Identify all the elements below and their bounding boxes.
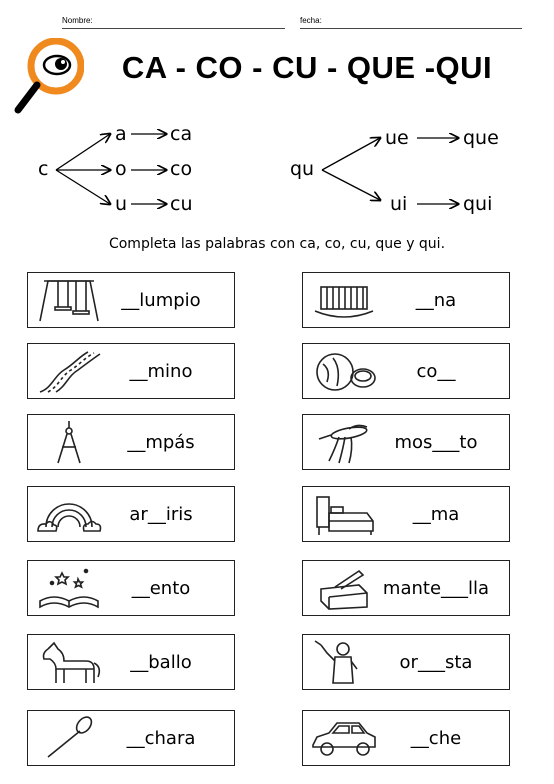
rainbow-icon <box>34 491 104 537</box>
exercise-word[interactable]: co__ <box>416 360 456 382</box>
scheme-c-vowel-a: a <box>115 123 127 145</box>
car-icon <box>309 715 379 761</box>
exercise-word[interactable]: __ento <box>131 577 191 599</box>
crib-icon <box>309 277 379 323</box>
date-label: fecha: <box>300 16 322 25</box>
exercise-card-car <box>302 710 510 766</box>
scheme-qu-root: qu <box>290 158 315 180</box>
scheme-c-result-co: co <box>170 158 193 180</box>
exercise-word[interactable]: mante___lla <box>382 577 490 599</box>
scheme-c-vowel-o: o <box>115 158 127 180</box>
exercise-word[interactable]: __chara <box>126 727 196 749</box>
date-line[interactable] <box>300 28 522 29</box>
compass-icon <box>34 419 104 465</box>
exercise-card-butter <box>302 560 510 616</box>
exercise-word[interactable]: __ballo <box>130 651 192 673</box>
exercise-card-bed <box>302 486 510 542</box>
exercise-word[interactable]: ar__iris <box>129 503 193 525</box>
horse-icon <box>34 639 104 685</box>
scheme-c-root: c <box>38 158 49 180</box>
exercise-card-spoon <box>27 710 235 766</box>
exercise-word[interactable]: mos___to <box>394 431 478 453</box>
coconut-icon <box>309 348 379 394</box>
mosquito-icon <box>309 419 379 465</box>
scheme-c-vowel-u: u <box>115 193 128 215</box>
name-line[interactable] <box>62 28 285 29</box>
scheme-qu-vowel-ue: ue <box>385 127 409 149</box>
scheme-qu-vowel-ui: ui <box>390 193 408 215</box>
exercise-word[interactable]: __lumpio <box>121 289 201 311</box>
exercise-card-conductor <box>302 634 510 690</box>
exercise-card-compass <box>27 414 235 470</box>
exercise-word[interactable]: __na <box>415 289 457 311</box>
exercise-card-road <box>27 343 235 399</box>
road-icon <box>34 348 104 394</box>
name-label: Nombre: <box>62 16 93 25</box>
spoon-icon <box>34 715 104 761</box>
scheme-c-result-ca: ca <box>170 123 193 145</box>
exercise-word[interactable]: __mino <box>129 360 193 382</box>
swing-icon <box>34 277 104 323</box>
butter-icon <box>309 565 379 611</box>
scheme-c-result-cu: cu <box>170 193 193 215</box>
page-title: CA - CO - CU - QUE -QUI <box>121 50 493 85</box>
exercise-word[interactable]: __mpás <box>127 431 195 453</box>
exercise-card-coconut <box>302 343 510 399</box>
scheme-qu-result-qui: qui <box>463 193 493 215</box>
exercise-word[interactable]: __che <box>410 727 462 749</box>
exercise-card-rainbow <box>27 486 235 542</box>
exercise-word[interactable]: or___sta <box>399 651 473 673</box>
bed-icon <box>309 491 379 537</box>
magnifying-glass-icon <box>12 38 84 116</box>
exercise-word[interactable]: __ma <box>412 503 460 525</box>
exercise-card-mosquito <box>302 414 510 470</box>
scheme-qu-result-que: que <box>463 127 499 149</box>
exercise-card-storybook <box>27 560 235 616</box>
conductor-icon <box>309 639 379 685</box>
exercise-card-crib <box>302 272 510 328</box>
instruction-text: Completa las palabras con ca, co, cu, que y qui. <box>108 236 446 252</box>
exercise-card-horse <box>27 634 235 690</box>
storybook-icon <box>34 565 104 611</box>
exercise-card-swing <box>27 272 235 328</box>
